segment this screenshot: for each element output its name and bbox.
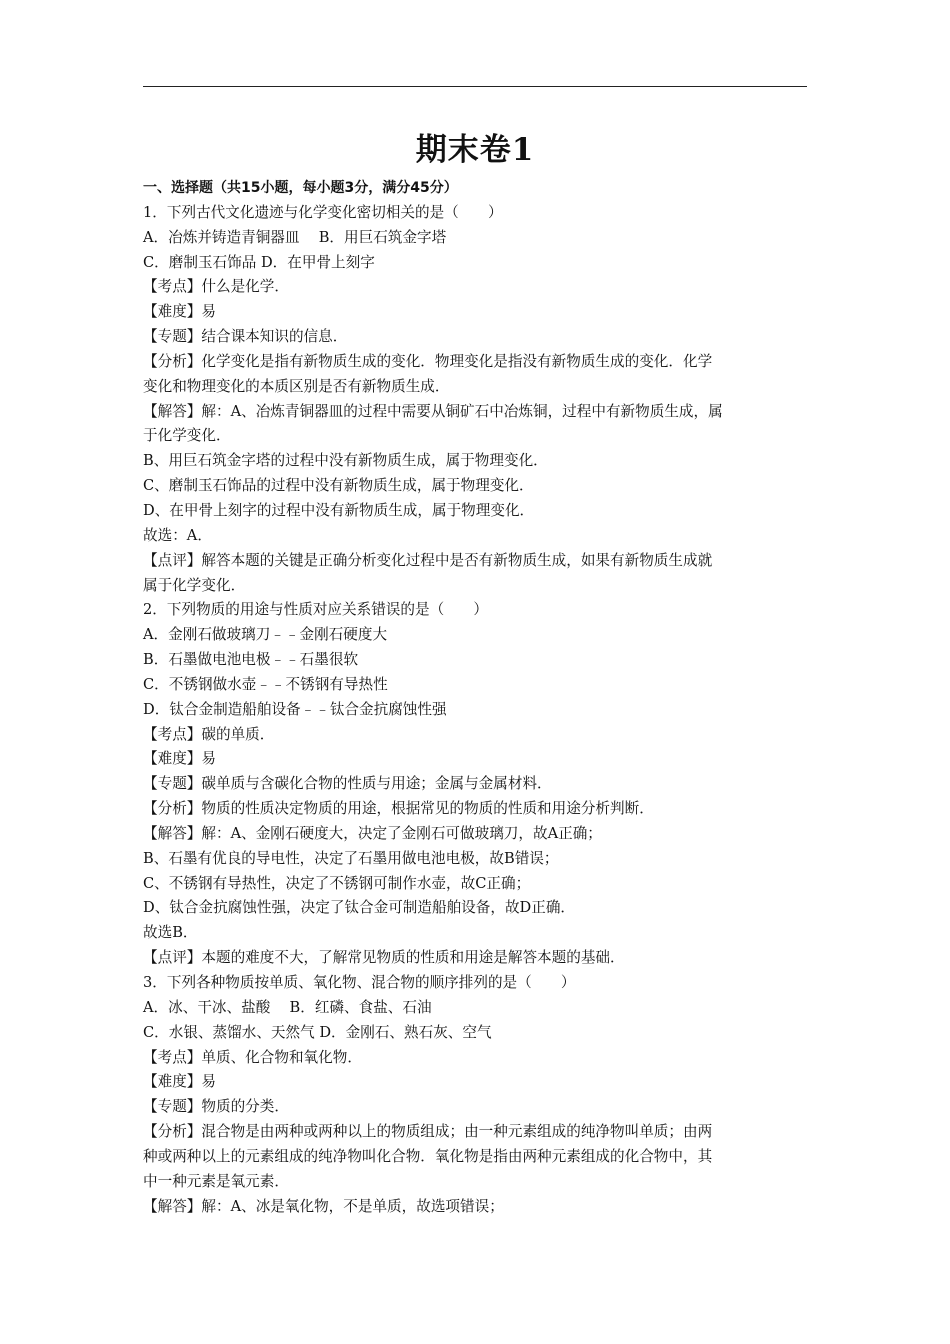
- question-2-topic: 【专题】碳单质与含碳化合物的性质与用途；金属与金属材料．: [143, 775, 552, 793]
- question-1-options-ab: A．冶炼并铸造青铜器皿 B．用巨石筑金字塔: [143, 228, 447, 246]
- question-1-comment-line-1: 【点评】解答本题的关键是正确分析变化过程中是否有新物质生成，如果有新物质生成就: [143, 551, 713, 569]
- question-1-answer-b: B、用巨石筑金字塔的过程中没有新物质生成，属于物理变化．: [143, 452, 548, 470]
- question-3-analysis-line-2: 种或两种以上的元素组成的纯净物叫化合物．氧化物是指由两种元素组成的化合物中，其: [143, 1147, 713, 1165]
- question-3-analysis-line-3: 中一种元素是氧元素．: [143, 1172, 289, 1190]
- question-2-kaodian: 【考点】碳的单质．: [143, 725, 275, 743]
- question-2-difficulty: 【难度】易: [143, 750, 216, 768]
- question-2-answer-d: D、钛合金抗腐蚀性强，决定了钛合金可制造船舶设备，故D正确．: [143, 899, 576, 917]
- document-body: [143, 176, 807, 1219]
- question-1-analysis-line-2: 变化和物理变化的本质区别是否有新物质生成．: [143, 377, 450, 395]
- question-1-topic: 【专题】结合课本知识的信息．: [143, 328, 348, 346]
- question-1-analysis-line-1: 【分析】化学变化是指有新物质生成的变化．物理变化是指没有新物质生成的变化．化学: [143, 352, 713, 370]
- header-rule: [143, 86, 807, 87]
- question-2-comment: 【点评】本题的难度不大，了解常见物质的性质和用途是解答本题的基础．: [143, 949, 625, 967]
- question-2-stem: 2．下列物质的用途与性质对应关系错误的是（ ）: [143, 601, 488, 619]
- question-1-difficulty: 【难度】易: [143, 303, 216, 321]
- question-1-comment-line-2: 属于化学变化．: [143, 576, 246, 594]
- question-1-answer-line-1: 【解答】解：A、冶炼青铜器皿的过程中需要从铜矿石中冶炼铜，过程中有新物质生成，属: [143, 402, 723, 420]
- question-1-answer-d: D、在甲骨上刻字的过程中没有新物质生成，属于物理变化．: [143, 501, 535, 519]
- question-2-answer-a: 【解答】解：A、金刚石硬度大，决定了金刚石可做玻璃刀，故A正确；: [143, 824, 602, 842]
- question-1-answer-c: C、磨制玉石饰品的过程中没有新物质生成，属于物理变化．: [143, 477, 534, 495]
- question-1-answer-line-2: 于化学变化．: [143, 427, 231, 445]
- question-3-options-cd: C．水银、蒸馏水、天然气 D．金刚石、熟石灰、空气: [143, 1023, 492, 1041]
- page-title: 期末卷1: [415, 132, 535, 168]
- question-2-option-b: B．石墨做电池电极﹣﹣石墨很软: [143, 651, 359, 669]
- question-1-kaodian: 【考点】什么是化学．: [143, 278, 289, 296]
- question-3-answer-a: 【解答】解：A、冰是氧化物，不是单质，故选项错误；: [143, 1197, 504, 1215]
- question-2-option-d: D．钛合金制造船舶设备﹣﹣钛合金抗腐蚀性强: [143, 700, 447, 718]
- section-heading: 一、选择题（共15小题，每小题3分，满分45分）: [143, 180, 458, 196]
- question-3-stem: 3．下列各种物质按单质、氧化物、混合物的顺序排列的是（ ）: [143, 974, 576, 991]
- question-2-analysis: 【分析】物质的性质决定物质的用途，根据常见的物质的性质和用途分析判断．: [143, 800, 654, 818]
- question-3-kaodian: 【考点】单质、化合物和氧化物．: [143, 1048, 362, 1066]
- question-2-choice: 故选B．: [143, 924, 198, 942]
- question-1-choice: 故选：A．: [143, 526, 212, 544]
- question-3-topic: 【专题】物质的分类．: [143, 1098, 289, 1116]
- question-2-option-c: C．不锈钢做水壶﹣﹣不锈钢有导热性: [143, 675, 388, 693]
- question-2-answer-b: B、石墨有优良的导电性，决定了石墨用做电池电极，故B错误；: [143, 849, 559, 867]
- question-2-answer-c: C、不锈钢有导热性，决定了不锈钢可制作水壶，故C正确；: [143, 874, 531, 892]
- question-3-options-ab: A．冰、干冰、盐酸 B．红磷、食盐、石油: [143, 998, 432, 1016]
- question-3-analysis-line-1: 【分析】混合物是由两种或两种以上的物质组成；由一种元素组成的纯净物叫单质；由两: [143, 1123, 713, 1141]
- question-1-options-cd: C．磨制玉石饰品 D．在甲骨上刻字: [143, 253, 375, 271]
- question-1-stem: 1．下列古代文化遗迹与化学变化密切相关的是（ ）: [143, 203, 503, 221]
- question-3-difficulty: 【难度】易: [143, 1073, 216, 1091]
- question-2-option-a: A．金刚石做玻璃刀﹣﹣金刚石硬度大: [143, 626, 388, 644]
